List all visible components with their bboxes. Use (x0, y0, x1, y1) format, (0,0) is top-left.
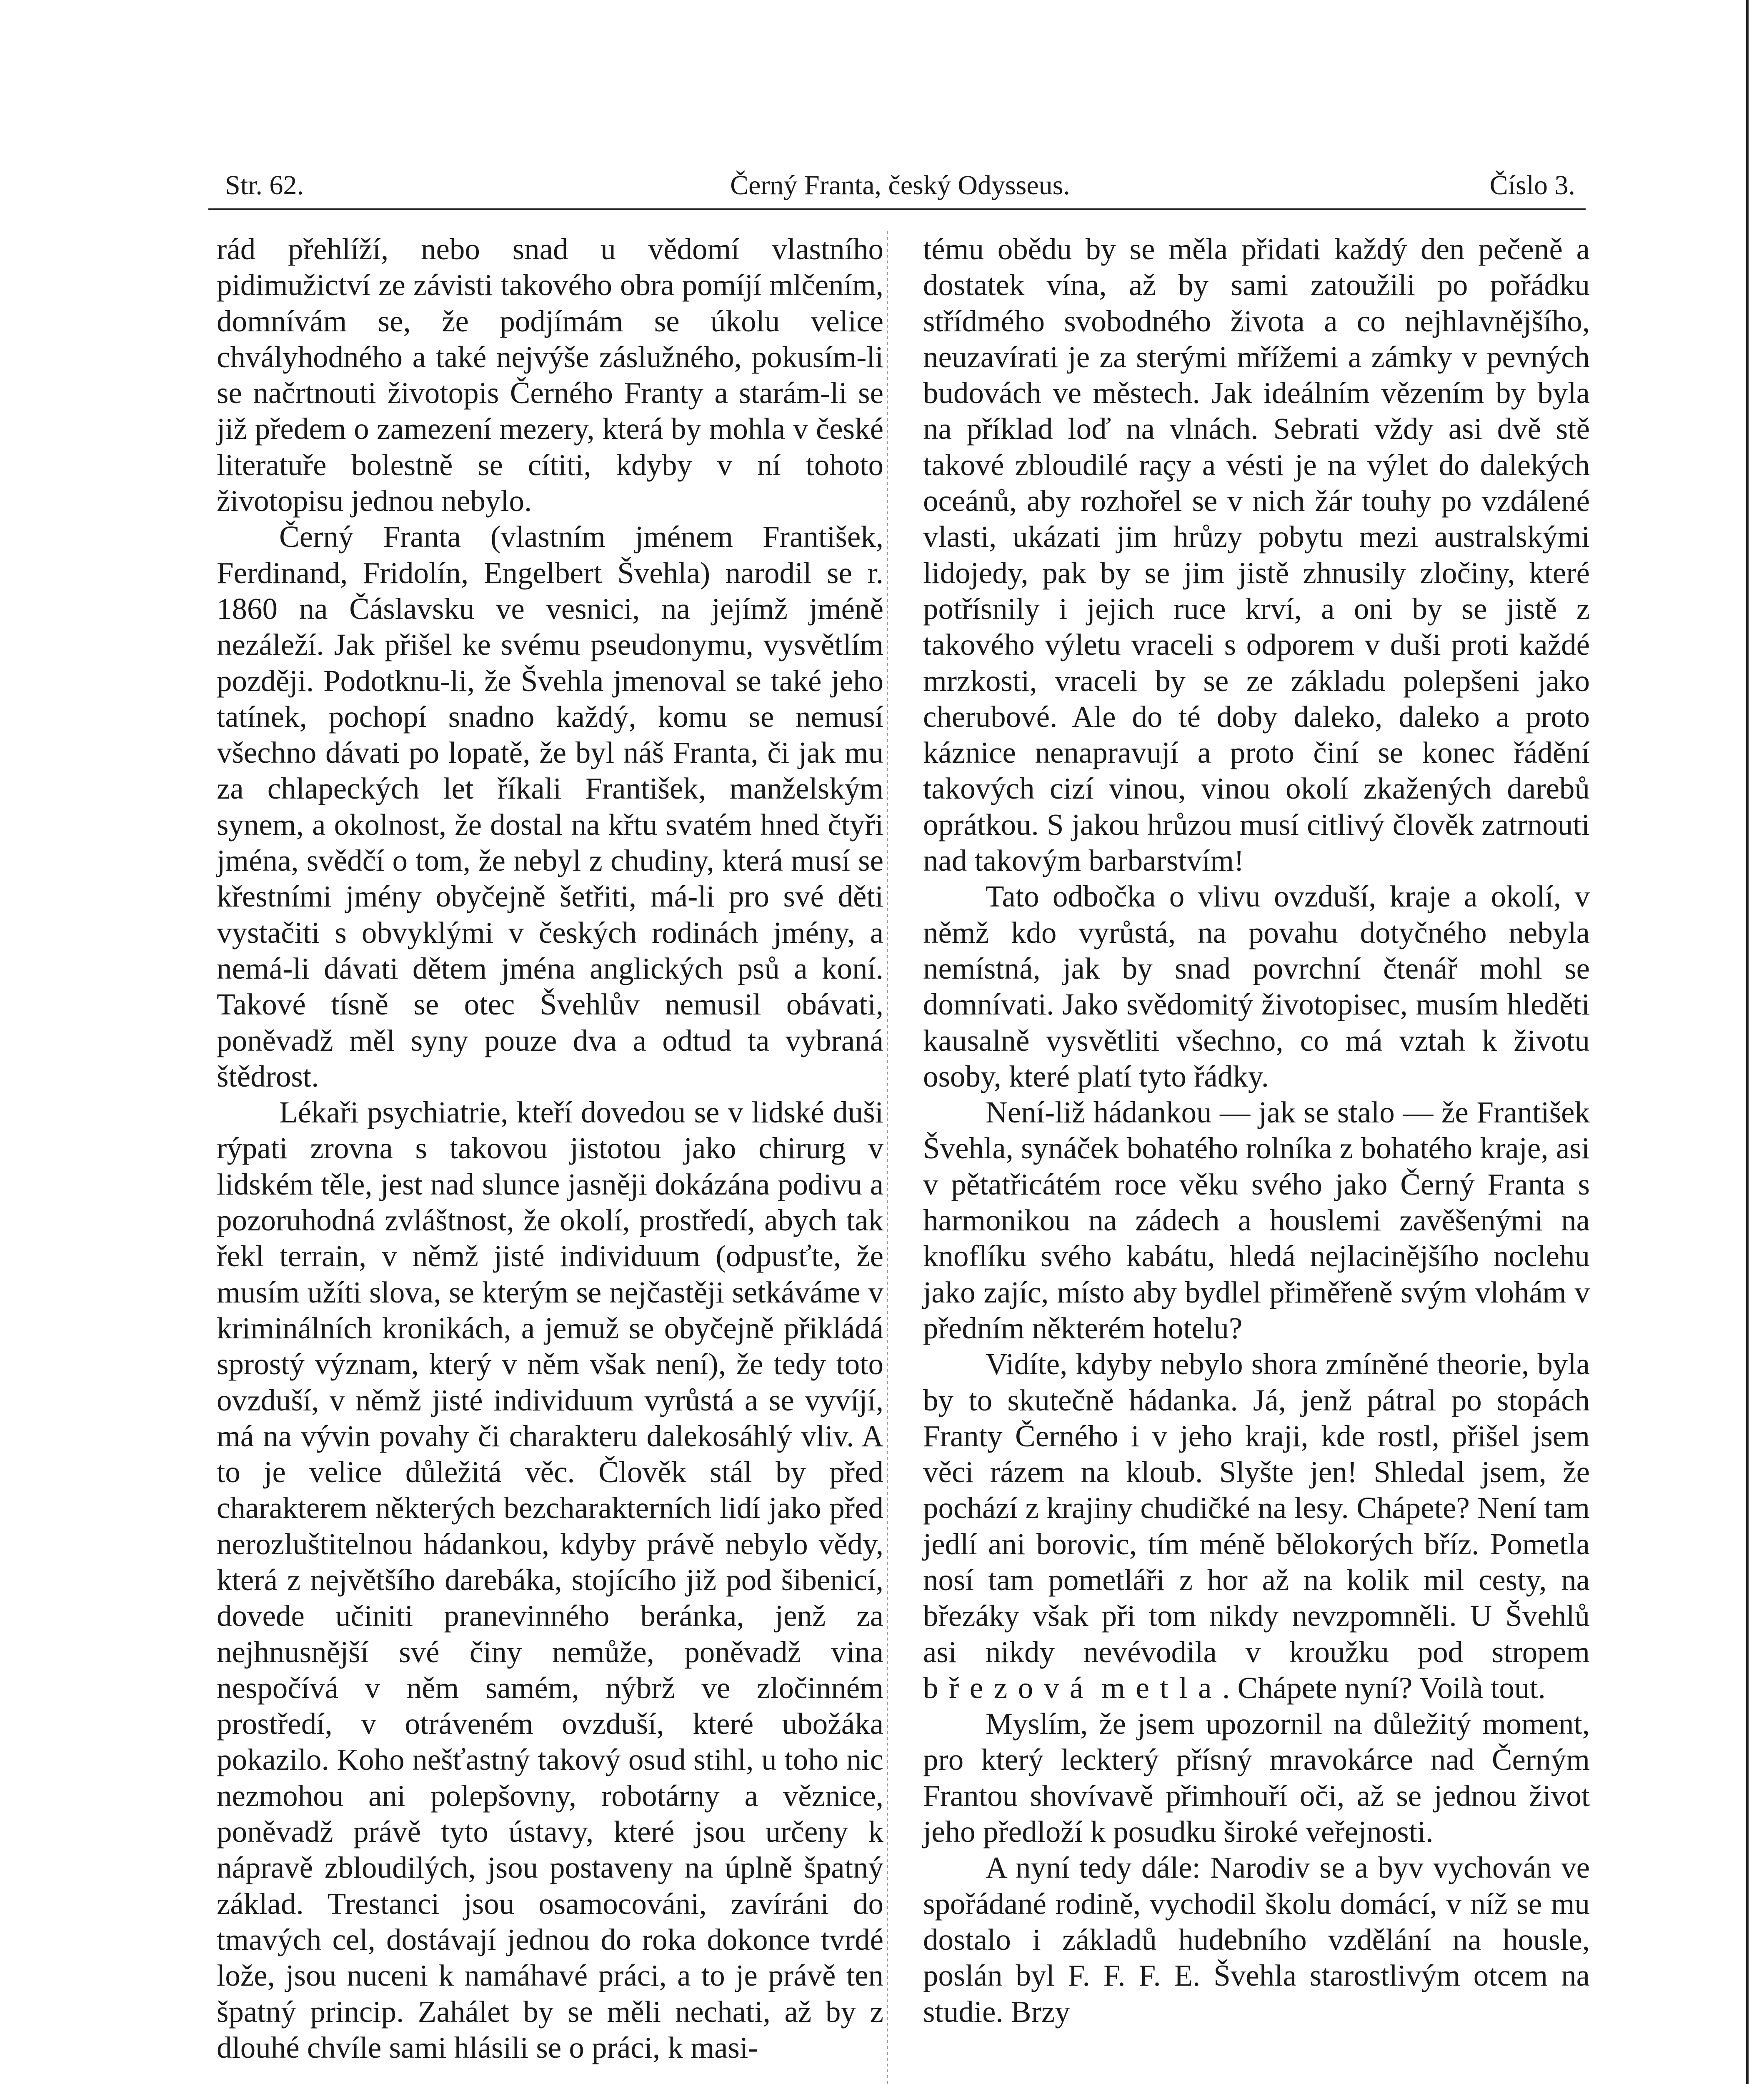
spaced-emphasis: březová (923, 1671, 1094, 1705)
page-edge-border (1746, 0, 1749, 2084)
paragraph: A nyní tedy dále: Narodiv se a byv vychován ve spořádané rodině, vychodil školu domácí, v níž se mu dostalo i základů hudebního vzdělání na housle, poslán byl F. F. F. E. Švehla starostlivým otcem na studie. Brzy (923, 1851, 1590, 2029)
column-divider (887, 231, 888, 2084)
page-number: Str. 62. (225, 170, 304, 200)
paragraph: rád přehlíží, nebo snad u vědomí vlastního pidimužictví ze závisti takového obra pomíjí mlčením, domnívám se, že podjímám se úkolu velice chvályhodného a také nejvýše záslužného, pokusím-li se načrtnouti životopis Černého Franty a starám-li se již předem o zamezení mezery, která by mohla v české literatuře bolestně se cítiti, kdyby v ní tohoto životopisu jednou nebylo. (217, 232, 883, 518)
header-rule (208, 208, 1586, 210)
running-title: Černý Franta, český Odysseus. (730, 170, 1070, 200)
paragraph (923, 1346, 1590, 1706)
running-header (225, 165, 1575, 210)
paragraph: Tato odbočka o vlivu ovzduší, kraje a okolí, v němž kdo vyrůstá, na povahu dotyčného nebyla nemístná, jak by snad povrchní čtenář mohl se domnívati. Jako svědomitý životopisec, musím hleděti kausalně vysvětliti všechno, co má vztah k životu osoby, které platí tyto řádky. (923, 879, 1590, 1093)
issue-number: Číslo 3. (1489, 170, 1575, 200)
paragraph: Černý Franta (vlastním jménem František, Ferdinand, Fridolín, Engelbert Švehla) narodil se r. 1860 na Čáslavsku ve vesnici, na jejímž jméně nezáleží. Jak přišel ke svému pseudonymu, vysvětlím později. Podotknu-li, že Švehla jmenoval se také jeho tatínek, pochopí snadno každý, komu se nemusí všechno dávati po lopatě, že byl náš Franta, či jak mu za chlapeckých let říkali František, manželským synem, a okolnost, že dostal na křtu svatém hned čtyři jména, svědčí o tom, že nebyl z chudiny, která musí se křestními jmény obyčejně šetřiti, má-li pro své děti vystačiti s obvyklými v českých rodinách jmény, a nemá-li dávati dětem jména anglických psů a koní. Takové tísně se otec Švehlův nemusil obávati, poněvadž měl syny pouze dva a odtud ta vybraná štědrost. (217, 520, 883, 1093)
left-column (217, 231, 883, 2084)
spaced-emphasis: metla (1101, 1671, 1223, 1705)
paragraph: Myslím, že jsem upozornil na důležitý moment, pro který leckterý přísný mravokárce nad Černým Frantou shovívavě přimhouří oči, až se jednou život jeho předloží k posudku široké veřejnosti. (923, 1707, 1590, 1849)
paragraph: Lékaři psychiatrie, kteří dovedou se v lidské duši rýpati zrovna s takovou jistotou jako chirurg v lidském těle, jest nad slunce jasněji dokázána podivu a pozoruhodná zvláštnost, že okolí, prostředí, abych tak řekl terrain, v němž jisté individuum (odpusťte, že musím užíti slova, se kterým se nejčastěji setkáváme v kriminálních kronikách, a jemuž se obyčejně přikládá sprostý význam, který v něm však není), že tedy toto ovzduší, v němž jisté individuum vyrůstá a se vyvíjí, má na vývin povahy či charakteru dalekosáhlý vliv. A to je velice důležitá věc. Člověk stál by před charakterem některých bezcharakterních lidí jako před nerozluštitelnou hádankou, kdyby právě nebylo vědy, která z největšího darebáka, stojícího již pod šibenicí, dovede učiniti pranevinného beránka, jenž za nejhnusnější své činy nemůže, poněvadž vina nespočívá v něm samém, nýbrž ve zločinném prostředí, v otráveném ovzduší, které ubožáka pokazilo. Koho nešťastný takový osud stihl, u toho nic nezmohou ani polepšovny, robotárny a věznice, poněvadž právě tyto ústavy, které jsou určeny k nápravě zbloudilých, jsou postaveny na úplně špatný základ. Trestanci jsou osamocováni, zavíráni do tmavých cel, dostávají jednou do roka dokonce tvrdé lože, jsou nuceni k namáhavé práci, a to je právě ten špatný princip. Zahálet by se měli nechati, až by z dlouhé chvíle sami hlásili se o práci, k masi- (217, 1095, 883, 2064)
paragraph-text: Vidíte, kdyby nebylo shora zmíněné theorie, byla by to skutečně hádanka. Já, jenž pátral po stopách Franty Černého i v jeho kraji, kde rostl, přišel jsem věci rázem na kloub. Slyšte jen! Shledal jsem, že pochází z krajiny chudičké na lesy. Chápete? Není tam jedlí ani borovic, tím méně bělokorých bříz. Pometla nosí tam pometláři z hor až na kolik mil cesty, na březáky však při tom nikdy nevzpomněli. U Švehlů asi nikdy nevévodila v kroužku pod stropem (923, 1347, 1590, 1669)
paragraph: tému obědu by se měla přidati každý den pečeně a dostatek vína, až by sami zatoužili po pořádku střídmého svobodného života a co nejhlavnějšího, neuzavírati je za sterými mřížemi a zámky v pevných budovách ve městech. Jak ideálním vězením by byla na příklad loď na vlnách. Sebrati vždy asi dvě stě takové zbloudilé raçy a vésti je na výlet do dalekých oceánů, aby rozhořel se v nich žár touhy po vzdálené vlasti, ukázati jim hrůzy pobytu mezi australskými lidojedy, pak by se jim jistě zhnusily zločiny, které potřísnily i jejich ruce krví, a oni by se jistě z takového výletu vraceli s odporem v duši proti každé mrzkosti, vraceli by se ze základu polepšeni jako cherubové. Ale do té doby daleko, daleko a proto káznice nenapravují a proto činí se konec řádění takových cizí vinou, vinou okolí zkažených darebů oprátkou. S jakou hrůzou musí citlivý člověk zatrnouti nad takovým barbarstvím! (923, 232, 1590, 878)
paragraph: Není-liž hádankou — jak se stalo — že František Švehla, synáček bohatého rolníka z bohatého kraje, asi v pětatřicátém roce věku svého jako Černý Franta s harmonikou na zádech a houslemi zavěšenými na knoflíku svého kabátu, hledá nejlacinějšího noclehu jako zajíc, místo aby bydlel přiměřeně svým vlohám v předním některém hotelu? (923, 1095, 1590, 1345)
right-column (923, 231, 1590, 2084)
paragraph-text: . Chápete nyní? Voilà tout. (1222, 1671, 1546, 1705)
